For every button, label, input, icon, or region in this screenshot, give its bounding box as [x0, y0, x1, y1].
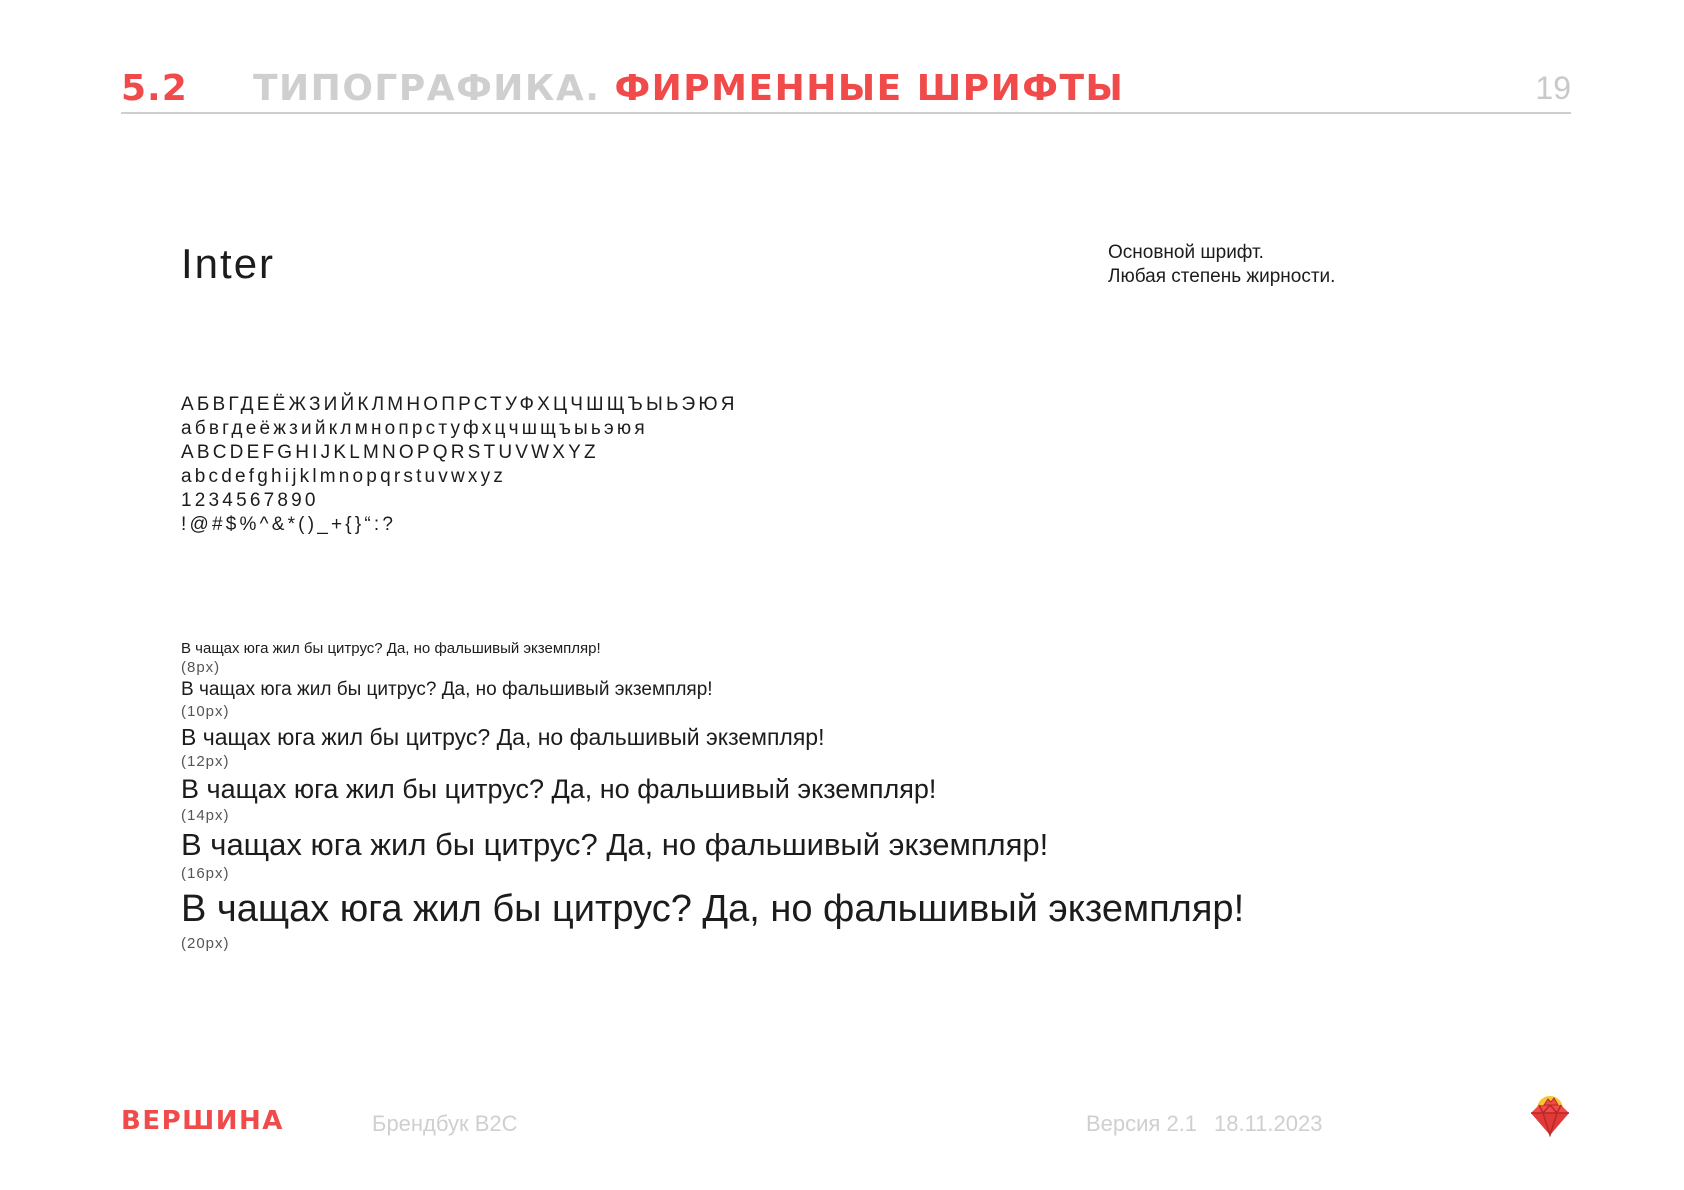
version-label: Версия 2.1: [1086, 1111, 1198, 1136]
sample-size-label: (14px): [181, 807, 230, 824]
character-set: [181, 393, 738, 537]
sample-size-label: (12px): [181, 753, 230, 770]
sample-size-label: (10px): [181, 703, 230, 720]
sample-text: В чащах юга жил бы цитрус? Да, но фальшивый экземпляр!: [181, 774, 937, 804]
date-label: 18.11.2023: [1214, 1111, 1323, 1136]
sample-size-label: (20px): [181, 935, 230, 952]
sample-size-label: (8px): [181, 659, 221, 676]
charset-line: 1234567890: [181, 490, 319, 511]
charset-line: АБВГДЕЁЖЗИЙКЛМНОПРСТУФХЦЧШЩЪЫЬЭЮЯ: [181, 394, 738, 415]
size-samples: [181, 640, 1244, 954]
sample-text: В чащах юга жил бы цитрус? Да, но фальшивый экземпляр!: [181, 679, 713, 700]
font-description-line: Любая степень жирности.: [1108, 266, 1336, 287]
crystal-mountain-icon: [1529, 1093, 1571, 1137]
header-divider: [121, 112, 1571, 114]
sample-text: В чащах юга жил бы цитрус? Да, но фальшивый экземпляр!: [181, 640, 601, 657]
font-description-line: Основной шрифт.: [1108, 242, 1264, 263]
sample-text: В чащах юга жил бы цитрус? Да, но фальшивый экземпляр!: [181, 888, 1245, 930]
charset-line: ABCDEFGHIJKLMNOPQRSTUVWXYZ: [181, 442, 599, 463]
sample-size-label: (16px): [181, 865, 230, 882]
section-number: 5.2: [121, 68, 188, 109]
font-name: Inter: [181, 240, 276, 287]
sample-text: В чащах юга жил бы цитрус? Да, но фальшивый экземпляр!: [181, 827, 1049, 862]
charset-line: abcdefghijklmnopqrstuvwxyz: [181, 466, 507, 487]
page-title-red: ФИРМЕННЫЕ ШРИФТЫ: [614, 68, 1125, 109]
sample-text: В чащах юга жил бы цитрус? Да, но фальшивый экземпляр!: [181, 724, 825, 750]
page-title: [253, 68, 1124, 109]
charset-line: !@#$%^&*()_+{}“:?: [181, 514, 397, 535]
page-number: 19: [1535, 70, 1571, 106]
brand-logo: ВЕРШИНА: [121, 1106, 284, 1136]
page-title-gray: ТИПОГРАФИКА.: [253, 68, 601, 109]
font-description: [1108, 241, 1335, 289]
brandbook-label: Брендбук B2C: [372, 1111, 518, 1136]
charset-line: абвгдеёжзийклмнопрстуфхцчшщъыьэюя: [181, 418, 648, 439]
